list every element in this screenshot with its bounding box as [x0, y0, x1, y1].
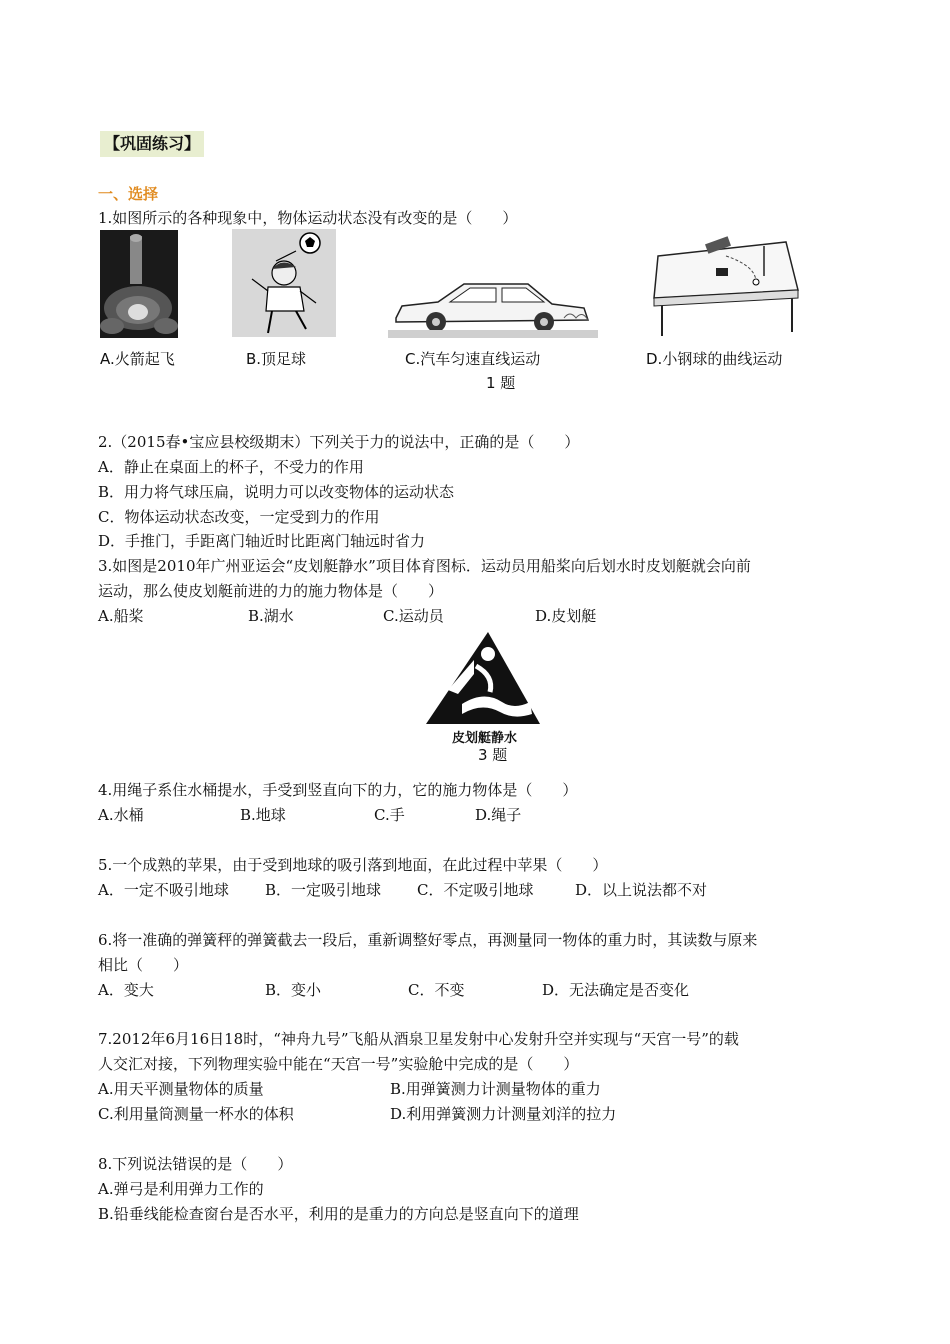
q1-caption-c: C.汽车匀速直线运动	[405, 350, 541, 368]
q1-figure-label: 1 题	[486, 374, 516, 392]
canoe-sprint-icon	[418, 630, 548, 728]
q1-caption-a: A.火箭起飞	[100, 350, 175, 368]
q2-stem: 2.（2015春•宝应县校级期末）下列关于力的说法中，正确的是（ ）	[98, 433, 580, 451]
q1-caption-d: D.小钢球的曲线运动	[646, 350, 783, 368]
q5-option-d: D．以上说法都不对	[575, 881, 708, 899]
q1-stem: 1.如图所示的各种现象中，物体运动状态没有改变的是（ ）	[98, 209, 518, 227]
q3-stem-line1: 3.如图是2010年广州亚运会“皮划艇静水”项目体育图标．运动员用船桨向后划水时皮划艇就会向前	[98, 557, 751, 575]
q4-option-c: C.手	[374, 806, 405, 824]
q2-option-a: A．静止在桌面上的杯子，不受力的作用	[98, 458, 364, 476]
q6-option-a: A．变大	[98, 981, 154, 999]
q4-stem: 4.用绳子系住水桶提水，手受到竖直向下的力，它的施力物体是（ ）	[98, 781, 578, 799]
q4-option-d: D.绳子	[475, 806, 522, 824]
rocket-launch-image	[100, 230, 178, 338]
q7-option-c: C.利用量筒测量一杯水的体积	[98, 1105, 294, 1123]
q5-stem: 5.一个成熟的苹果，由于受到地球的吸引落到地面，在此过程中苹果（ ）	[98, 856, 608, 874]
q4-option-b: B.地球	[240, 806, 286, 824]
q5-option-c: C．不定吸引地球	[417, 881, 534, 899]
q6-option-b: B．变小	[265, 981, 322, 999]
q7-option-a: A.用天平测量物体的质量	[98, 1080, 264, 1098]
q8-option-a: A.弹弓是利用弹力工作的	[98, 1180, 264, 1198]
q6-stem-line1: 6.将一准确的弹簧秤的弹簧截去一段后，重新调整好零点，再测量同一物体的重力时，其读数与原来	[98, 931, 758, 949]
q3-figure-label: 3 题	[478, 746, 508, 764]
q8-option-b: B.铅垂线能检查窗台是否水平，利用的是重力的方向总是竖直向下的道理	[98, 1205, 579, 1223]
q5-option-a: A．一定不吸引地球	[98, 881, 229, 899]
q2-option-c: C．物体运动状态改变，一定受到力的作用	[98, 508, 380, 526]
q2-option-b: B．用力将气球压扁，说明力可以改变物体的运动状态	[98, 483, 455, 501]
q7-option-d: D.利用弹簧测力计测量刘洋的拉力	[390, 1105, 617, 1123]
q4-option-a: A.水桶	[98, 806, 144, 824]
q2-option-d: D．手推门，手距离门轴近时比距离门轴远时省力	[98, 532, 426, 550]
q3-option-a: A.船桨	[98, 607, 144, 625]
q3-option-d: D.皮划艇	[535, 607, 597, 625]
q8-stem: 8.下列说法错误的是（ ）	[98, 1155, 293, 1173]
steel-ball-table-image	[646, 236, 800, 340]
q5-option-b: B．一定吸引地球	[265, 881, 382, 899]
q7-stem-line1: 7.2012年6月16日18时，“神舟九号”飞船从酒泉卫星发射中心发射升空并实现与“天宫一号”的载	[98, 1030, 739, 1048]
canoe-icon-label: 皮划艇静水	[452, 731, 518, 746]
q7-option-b: B.用弹簧测力计测量物体的重力	[390, 1080, 601, 1098]
q3-option-c: C.运动员	[383, 607, 444, 625]
q7-stem-line2: 人交汇对接，下列物理实验中能在“天宫一号”实验舱中完成的是（ ）	[98, 1055, 579, 1073]
car-image	[388, 278, 598, 340]
q6-option-d: D．无法确定是否变化	[542, 981, 690, 999]
q3-stem-line2: 运动，那么使皮划艇前进的力的施力物体是（ ）	[98, 582, 444, 600]
q6-option-c: C．不变	[408, 981, 465, 999]
section-heading: 一、选择	[98, 185, 159, 203]
heading-football-image	[232, 229, 336, 337]
q3-option-b: B.湖水	[248, 607, 294, 625]
section-title: 【巩固练习】	[100, 131, 204, 157]
q1-caption-b: B.顶足球	[246, 350, 307, 368]
q6-stem-line2: 相比（ ）	[98, 956, 189, 974]
